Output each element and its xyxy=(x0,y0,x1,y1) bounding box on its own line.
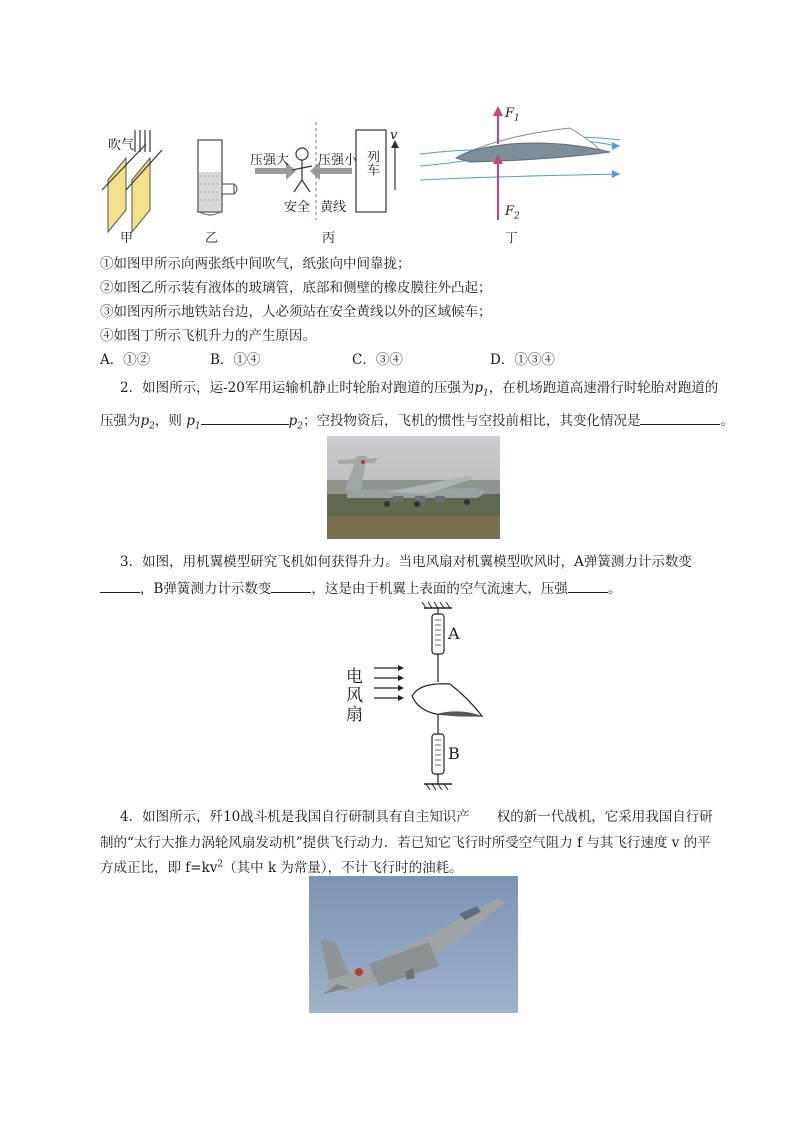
transport-aircraft-photo xyxy=(327,436,500,539)
spring-scale-figure xyxy=(340,598,500,798)
label-f2: $F_2$ xyxy=(505,204,520,222)
label-yellow-line: 黄线 xyxy=(320,200,347,215)
label-f1: $F_1$ xyxy=(505,106,520,124)
wing-figure xyxy=(420,106,620,220)
label-press-small: 压强小 xyxy=(318,153,358,168)
transport-aircraft-svg xyxy=(327,436,500,539)
q1-item-2: ②如图乙所示装有液体的玻璃管，底部和侧壁的橡皮膜往外凸起； xyxy=(100,280,492,296)
q1-option-a: A．①② xyxy=(100,352,151,368)
q1-item-3: ③如图丙所示地铁站台边，人必须站在安全黄线以外的区域候车； xyxy=(100,304,492,320)
label-press-big: 压强大 xyxy=(250,153,290,168)
label-jia: 甲 xyxy=(120,231,134,246)
q1-option-c: C．③④ xyxy=(352,352,403,368)
q3-blank-3[interactable] xyxy=(568,580,608,593)
q3-line-1: 3．如图，用机翼模型研究飞机如何获得升力。当电风扇对机翼模型吹风时，A弹簧测力计示数变 xyxy=(120,554,692,570)
label-blow: 吹气 xyxy=(108,138,135,153)
label-scale-a: A xyxy=(448,624,460,643)
q1-option-d: D．①③④ xyxy=(490,352,555,368)
label-yi: 乙 xyxy=(205,231,219,246)
label-bing: 丙 xyxy=(322,231,336,246)
q2-blank-2[interactable] xyxy=(640,412,720,425)
q4-line-3: 方成正比，即 $f=kv^2$（其中 k 为常量），不计飞行时的油耗。 xyxy=(100,859,463,876)
label-ding: 丁 xyxy=(505,231,519,246)
glass-tube-figure xyxy=(198,140,237,215)
label-scale-b: B xyxy=(448,744,460,763)
q3-blank-2[interactable] xyxy=(271,580,311,593)
label-v: v xyxy=(390,128,398,143)
q2-blank-1[interactable] xyxy=(201,412,289,425)
q3-line-2: ，B弹簧测力计示数变 ，这是由于机翼上表面的空气流速大，压强 。 xyxy=(100,577,621,597)
q4-line-2: 制的“太行大推力涡轮风扇发动机”提供飞行动力．若已知它飞行时所受空气阻力 f 与其飞行速度 v 的平 xyxy=(100,835,711,851)
label-fan-3: 扇 xyxy=(346,705,363,725)
q3-blank-1[interactable] xyxy=(100,580,140,593)
q2-line-2: 压强为$p_2$，则 $p_1$ $p_2$；空投物资后，飞机的惯性与空投前相比，其变化情况是 。 xyxy=(100,413,734,432)
q4-line-1: 4．如图所示，歼10战斗机是我国自行研制具有自主知识产 权的新一代战机，它采用我国自行研 xyxy=(120,809,713,825)
fighter-jet-svg xyxy=(309,876,518,1013)
spring-scale-svg xyxy=(340,598,500,798)
q1-item-1: ①如图甲所示向两张纸中间吹气，纸张向中间靠拢； xyxy=(100,256,411,272)
label-train-1: 列车 xyxy=(364,150,379,176)
q1-item-4: ④如图丁所示飞机升力的产生原因。 xyxy=(100,328,316,344)
label-fan-2: 风 xyxy=(346,686,363,706)
label-safety: 安全 xyxy=(284,200,311,215)
q1-option-b: B．①④ xyxy=(210,352,261,368)
label-fan-1: 电 xyxy=(346,667,363,687)
fighter-jet-photo xyxy=(309,876,518,1013)
q2-line-1: 2．如图所示，运-20军用运输机静止时轮胎对跑道的压强为$p_1$，在机场跑道高速滑行时轮胎对跑道的 xyxy=(120,380,719,399)
